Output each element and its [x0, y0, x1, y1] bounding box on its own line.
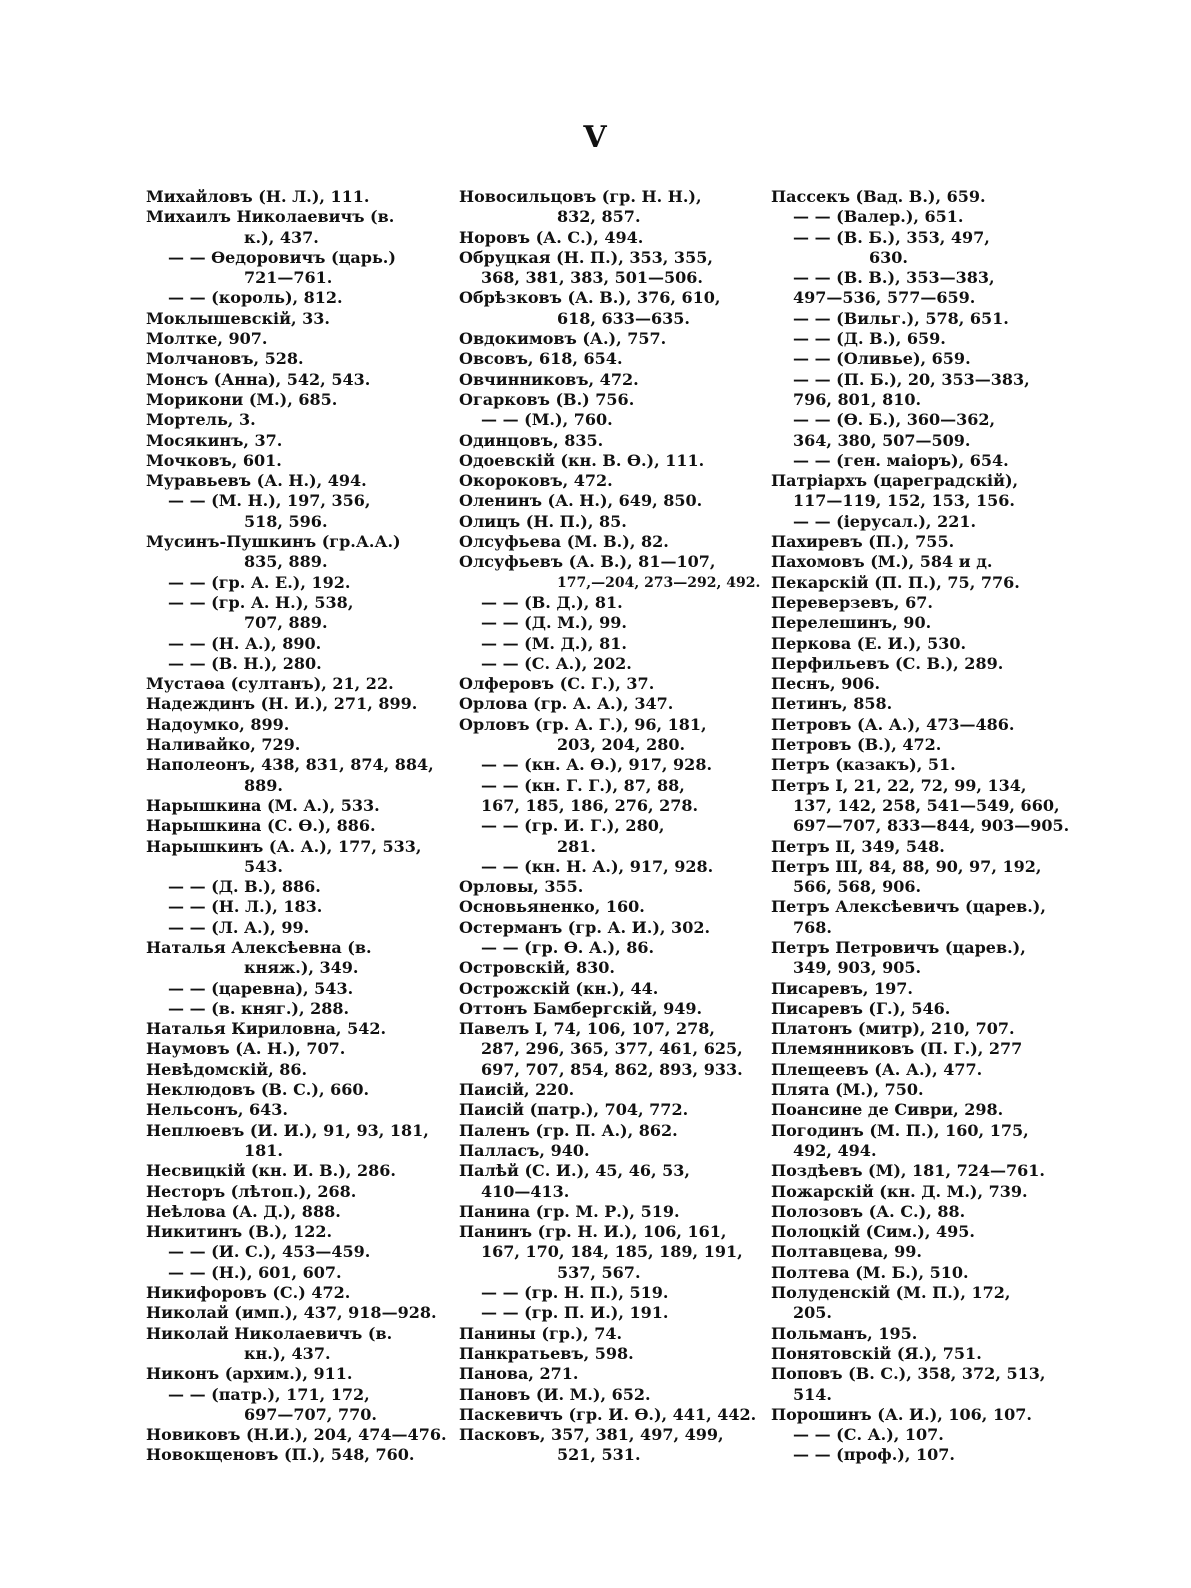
index-entry-line: Переверзевъ, 67. [771, 592, 933, 612]
index-column-2 [459, 187, 766, 1466]
index-entry-line: Патріархъ (цареградскій), [771, 471, 1019, 491]
index-entry-line: 889. [244, 775, 283, 795]
index-entry-line: Орловы, 355. [459, 877, 584, 897]
index-entry-line: Острожскій (кн.), 44. [459, 978, 659, 998]
index-entry-line: Полтева (М. Б.), 510. [771, 1262, 969, 1282]
index-entry-line: Мусинъ-Пушкинъ (гр.А.А.) [146, 532, 401, 552]
index-entry-line: 697—707, 770. [244, 1404, 377, 1424]
index-entry-line: — — (гр. А. Е.), 192. [168, 572, 351, 592]
index-entry-line: Поповъ (В. С.), 358, 372, 513, [771, 1364, 1046, 1384]
index-entry-line: — — (С. А.), 107. [793, 1425, 944, 1445]
index-entry-line: Неѣлова (А. Д.), 888. [146, 1201, 341, 1221]
index-entry-line: Петръ II, 349, 548. [771, 836, 945, 856]
index-entry-line: Овчинниковъ, 472. [459, 369, 639, 389]
index-entry-line: Петръ Алексѣевичъ (царев.), [771, 897, 1046, 917]
index-entry-line: Паисій, 220. [459, 1080, 575, 1100]
index-entry-line: Петръ Петровичъ (царев.), [771, 937, 1026, 957]
index-entry-line: 697—707, 833—844, 903—905. [793, 816, 1069, 836]
index-entry-line: Несторъ (лѣтоп.), 268. [146, 1181, 357, 1201]
index-entry-line: Наумовъ (А. Н.), 707. [146, 1039, 346, 1059]
index-entry-line: Палласъ, 940. [459, 1140, 590, 1160]
index-entry-line: Петровъ (А. А.), 473—486. [771, 714, 1015, 734]
index-entry-line: Полоцкій (Сим.), 495. [771, 1222, 975, 1242]
index-entry-line: 281. [557, 836, 596, 856]
index-entry-line: 768. [793, 917, 832, 937]
index-entry-line: Плята (М.), 750. [771, 1080, 924, 1100]
index-entry-line: Островскій, 830. [459, 958, 615, 978]
index-entry-line: Олицъ (Н. П.), 85. [459, 511, 627, 531]
index-entry-line: Никитинъ (В.), 122. [146, 1222, 333, 1242]
index-entry-line: — — (Вильг.), 578, 651. [793, 308, 1009, 328]
index-entry-line: — — Өедоровичъ (царь.) [168, 247, 396, 267]
index-entry-line: Пасковъ, 357, 381, 497, 499, [459, 1425, 724, 1445]
index-entry-line: 566, 568, 906. [793, 877, 922, 897]
index-entry-line: — — (В. Н.), 280. [168, 653, 322, 673]
index-entry-line: Никонъ (архим.), 911. [146, 1364, 353, 1384]
index-entry-line: Новосильцовъ (гр. Н. Н.), [459, 187, 702, 206]
index-entry-line: Остерманъ (гр. А. И.), 302. [459, 917, 711, 937]
index-entry-line: Морикони (М.), 685. [146, 389, 338, 409]
index-entry-line: 543. [244, 856, 283, 876]
index-entry-line: 167, 185, 186, 276, 278. [481, 795, 699, 815]
index-entry-line: 796, 801, 810. [793, 389, 922, 409]
index-entry-line: 630. [869, 247, 908, 267]
index-entry-line: Пахомовъ (М.), 584 и д. [771, 552, 993, 572]
index-entry-line: — — (кн. Г. Г.), 87, 88, [481, 775, 685, 795]
index-entry-line: Орлова (гр. А. А.), 347. [459, 694, 674, 714]
index-entry-line: Пановъ (И. М.), 652. [459, 1384, 651, 1404]
index-entry-line: Полозовъ (А. С.), 88. [771, 1201, 966, 1221]
index-entry-line: — — (Л. А.), 99. [168, 917, 310, 937]
index-entry-line: Орловъ (гр. А. Г.), 96, 181, [459, 714, 707, 734]
index-entry-line: Мортель, 3. [146, 410, 256, 430]
index-entry-line: Павелъ I, 74, 106, 107, 278, [459, 1019, 715, 1039]
index-entry-line: кн.), 437. [244, 1343, 331, 1363]
index-entry-line: Николай Николаевичъ (в. [146, 1323, 393, 1343]
index-entry-line: Погодинъ (М. П.), 160, 175, [771, 1120, 1029, 1140]
index-entry-line: Обруцкая (Н. П.), 353, 355, [459, 247, 713, 267]
index-entry-line: Полуденскій (М. П.), 172, [771, 1283, 1011, 1303]
index-entry-line: Перфильевъ (С. В.), 289. [771, 653, 1004, 673]
index-entry-line: Муравьевъ (А. Н.), 494. [146, 471, 367, 491]
index-entry-line: 618, 633—635. [557, 308, 690, 328]
index-entry-line: Песнъ, 906. [771, 674, 881, 694]
index-entry-line: Молтке, 907. [146, 329, 268, 349]
index-entry-line: Петинъ, 858. [771, 694, 893, 714]
index-entry-line: — — (кн. Н. А.), 917, 928. [481, 856, 714, 876]
index-entry-line: — — (гр. Н. П.), 519. [481, 1283, 669, 1303]
index-entry-line: 697, 707, 854, 862, 893, 933. [481, 1059, 743, 1079]
index-entry-line: 167, 170, 184, 185, 189, 191, [481, 1242, 743, 1262]
index-entry-line: 514. [793, 1384, 832, 1404]
index-entry-line: Петръ III, 84, 88, 90, 97, 192, [771, 856, 1042, 876]
index-entry-line: Михайловъ (Н. Л.), 111. [146, 187, 370, 206]
index-entry-line: — — (гр. И. Г.), 280, [481, 816, 665, 836]
index-entry-line: — — (В. Д.), 81. [481, 592, 623, 612]
index-entry-line: Пассекъ (Вад. В.), 659. [771, 187, 986, 206]
index-entry-line: Паскевичъ (гр. И. Ө.), 441, 442. [459, 1404, 757, 1424]
index-entry-line: Оленинъ (А. Н.), 649, 850. [459, 491, 703, 511]
index-entry-line: Наталья Алексѣевна (в. [146, 937, 372, 957]
index-entry-line: 181. [244, 1140, 283, 1160]
index-column-3 [771, 187, 1069, 1466]
index-entry-line: Понятовскій (Я.), 751. [771, 1343, 982, 1363]
index-entry-line: 287, 296, 365, 377, 461, 625, [481, 1039, 743, 1059]
index-entry-line: Олферовъ (С. Г.), 37. [459, 674, 655, 694]
index-entry-line: — — (в. княг.), 288. [168, 998, 350, 1018]
index-entry-line: — — (Н.), 601, 607. [168, 1262, 342, 1282]
index-entry-line: — — (Ө. Б.), 360—362, [793, 410, 996, 430]
index-entry-line: Несвицкій (кн. И. В.), 286. [146, 1161, 396, 1181]
index-entry-line: Окороковъ, 472. [459, 471, 613, 491]
index-entry-line: Оттонъ Бамбергскій, 949. [459, 998, 703, 1018]
index-entry-line: Нельсонъ, 643. [146, 1100, 288, 1120]
index-entry-line: — — (С. А.), 202. [481, 653, 632, 673]
index-entry-line: — — (Оливье), 659. [793, 349, 971, 369]
index-entry-line: Панинъ (гр. Н. И.), 106, 161, [459, 1222, 727, 1242]
index-entry-line: Новиковъ (Н.И.), 204, 474—476. [146, 1425, 447, 1445]
index-entry-line: Писаревъ (Г.), 546. [771, 998, 951, 1018]
index-entry-line: 177,—204, 273—292, 492. [557, 574, 761, 591]
index-column-1 [146, 187, 451, 1466]
index-entry-line: Нарышкинъ (А. А.), 177, 533, [146, 836, 422, 856]
index-entry-line: Петръ I, 21, 22, 72, 99, 134, [771, 775, 1027, 795]
index-entry-line: Молчановъ, 528. [146, 349, 304, 369]
index-entry-line: Новокщеновъ (П.), 548, 760. [146, 1445, 415, 1465]
index-entry-line: Петровъ (В.), 472. [771, 735, 942, 755]
index-entry-line: — — (патр.), 171, 172, [168, 1384, 370, 1404]
index-entry-line: 368, 381, 383, 501—506. [481, 268, 703, 288]
index-entry-line: Писаревъ, 197. [771, 978, 913, 998]
index-entry-line: 117—119, 152, 153, 156. [793, 491, 1015, 511]
index-entry-line: 137, 142, 258, 541—549, 660, [793, 795, 1060, 815]
index-entry-line: 410—413. [481, 1181, 570, 1201]
index-entry-line: Плещеевъ (А. А.), 477. [771, 1059, 983, 1079]
index-entry-line: 349, 903, 905. [793, 958, 922, 978]
index-entry-line: — — (В. Б.), 353, 497, [793, 227, 990, 247]
index-entry-line: Мустаөа (султанъ), 21, 22. [146, 674, 394, 694]
index-entry-line: — — (Д. М.), 99. [481, 613, 627, 633]
index-entry-line: — — (Д. В.), 659. [793, 329, 946, 349]
index-entry-line: — — (П. Б.), 20, 353—383, [793, 369, 1030, 389]
index-entry-line: Одинцовъ, 835. [459, 430, 604, 450]
index-entry-line: 364, 380, 507—509. [793, 430, 971, 450]
index-entry-line: Паленъ (гр. П. А.), 862. [459, 1120, 678, 1140]
index-entry-line: Поздѣевъ (М), 181, 724—761. [771, 1161, 1045, 1181]
index-entry-line: 707, 889. [244, 613, 328, 633]
index-entry-line: к.), 437. [244, 227, 319, 247]
index-entry-line: — — (проф.), 107. [793, 1445, 955, 1465]
index-entry-line: Овсовъ, 618, 654. [459, 349, 623, 369]
index-entry-line: Олсуфьевъ (А. В.), 81—107, [459, 552, 716, 572]
index-entry-line: 835, 889. [244, 552, 328, 572]
index-entry-line: — — (король), 812. [168, 288, 343, 308]
index-entry-line: 521, 531. [557, 1445, 641, 1465]
index-entry-line: Надоумко, 899. [146, 714, 290, 734]
index-entry-line: Перелешинъ, 90. [771, 613, 932, 633]
index-entry-line: Михаилъ Николаевичъ (в. [146, 207, 395, 227]
index-entry-line: Обрѣзковъ (А. В.), 376, 610, [459, 288, 721, 308]
index-entry-line: — — (Н. Л.), 183. [168, 897, 323, 917]
index-entry-line: Надеждинъ (Н. И.), 271, 899. [146, 694, 418, 714]
index-entry-line: — — (царевна), 543. [168, 978, 354, 998]
index-entry-line: Неклюдовъ (В. С.), 660. [146, 1080, 370, 1100]
index-entry-line: княж.), 349. [244, 958, 359, 978]
index-entry-line: — — (М.), 760. [481, 410, 613, 430]
index-entry-line: Племянниковъ (П. Г.), 277 [771, 1039, 1023, 1059]
page-number: V [583, 120, 608, 155]
index-entry-line: — — (Д. В.), 886. [168, 877, 321, 897]
index-entry-line: — — (Н. А.), 890. [168, 633, 322, 653]
index-entry-line: — — (И. С.), 453—459. [168, 1242, 371, 1262]
index-entry-line: Основьяненко, 160. [459, 897, 645, 917]
index-entry-line: Пекарскій (П. П.), 75, 776. [771, 572, 1020, 592]
index-entry-line: Олсуфьева (М. В.), 82. [459, 532, 669, 552]
index-entry-line: Мочковъ, 601. [146, 450, 282, 470]
index-entry-line: Наталья Кириловна, 542. [146, 1019, 387, 1039]
index-entry-line: Пожарскій (кн. Д. М.), 739. [771, 1181, 1028, 1201]
index-entry-line: Никифоровъ (С.) 472. [146, 1283, 351, 1303]
index-entry-line: 205. [793, 1303, 832, 1323]
index-entry-line: Панкратьевъ, 598. [459, 1343, 634, 1363]
index-entry-line: — — (М. Н.), 197, 356, [168, 491, 371, 511]
index-entry-line: Нарышкина (С. Ө.), 886. [146, 816, 376, 836]
index-entry-line: Николай (имп.), 437, 918—928. [146, 1303, 437, 1323]
index-entry-line: Панова, 271. [459, 1364, 579, 1384]
index-entry-line: Норовъ (А. С.), 494. [459, 227, 644, 247]
index-entry-line: Одоевскій (кн. В. Ө.), 111. [459, 450, 705, 470]
index-entry-line: Петръ (казакъ), 51. [771, 755, 956, 775]
index-entry-line: — — (М. Д.), 81. [481, 633, 627, 653]
index-entry-line: — — (гр. П. И.), 191. [481, 1303, 669, 1323]
index-entry-line: Овдокимовъ (А.), 757. [459, 329, 667, 349]
index-entry-line: Платонъ (митр), 210, 707. [771, 1019, 1015, 1039]
index-entry-line: — — (кн. А. Ө.), 917, 928. [481, 755, 713, 775]
index-entry-line: 537, 567. [557, 1262, 641, 1282]
index-entry-line: Наполеонъ, 438, 831, 874, 884, [146, 755, 434, 775]
index-entry-line: — — (Валер.), 651. [793, 207, 964, 227]
index-entry-line: — — (гр. Ө. А.), 86. [481, 937, 655, 957]
index-entry-line: Панина (гр. М. Р.), 519. [459, 1201, 680, 1221]
index-entry-line: Панины (гр.), 74. [459, 1323, 623, 1343]
index-entry-line: Польманъ, 195. [771, 1323, 918, 1343]
index-entry-line: Паисій (патр.), 704, 772. [459, 1100, 689, 1120]
index-entry-line: — — (В. В.), 353—383, [793, 268, 995, 288]
index-entry-line: 497—536, 577—659. [793, 288, 976, 308]
index-entry-line: — — (ген. маіоръ), 654. [793, 450, 1009, 470]
index-entry-line: Полтавцева, 99. [771, 1242, 922, 1262]
index-entry-line: Монсъ (Анна), 542, 543. [146, 369, 371, 389]
index-entry-line: 721—761. [244, 268, 333, 288]
index-entry-line: 203, 204, 280. [557, 735, 686, 755]
index-entry-line: Пахиревъ (П.), 755. [771, 532, 955, 552]
index-entry-line: Поансине де Сиври, 298. [771, 1100, 1004, 1120]
index-entry-line: Перкова (Е. И.), 530. [771, 633, 967, 653]
index-entry-line: 832, 857. [557, 207, 641, 227]
index-entry-line: 518, 596. [244, 511, 328, 531]
index-entry-line: Порошинъ (А. И.), 106, 107. [771, 1404, 1032, 1424]
index-entry-line: 492, 494. [793, 1140, 877, 1160]
index-entry-line: Палѣй (С. И.), 45, 46, 53, [459, 1161, 690, 1181]
index-entry-line: Огарковъ (В.) 756. [459, 389, 635, 409]
index-entry-line: — — (гр. А. Н.), 538, [168, 592, 354, 612]
index-entry-line: Мосякинъ, 37. [146, 430, 283, 450]
index-entry-line: Моклышевскій, 33. [146, 308, 330, 328]
index-entry-line: Наливайко, 729. [146, 735, 301, 755]
index-entry-line: Нарышкина (М. А.), 533. [146, 795, 380, 815]
index-entry-line: — — (іерусал.), 221. [793, 511, 977, 531]
index-entry-line: Неплюевъ (И. И.), 91, 93, 181, [146, 1120, 429, 1140]
index-entry-line: Невѣдомскій, 86. [146, 1059, 308, 1079]
